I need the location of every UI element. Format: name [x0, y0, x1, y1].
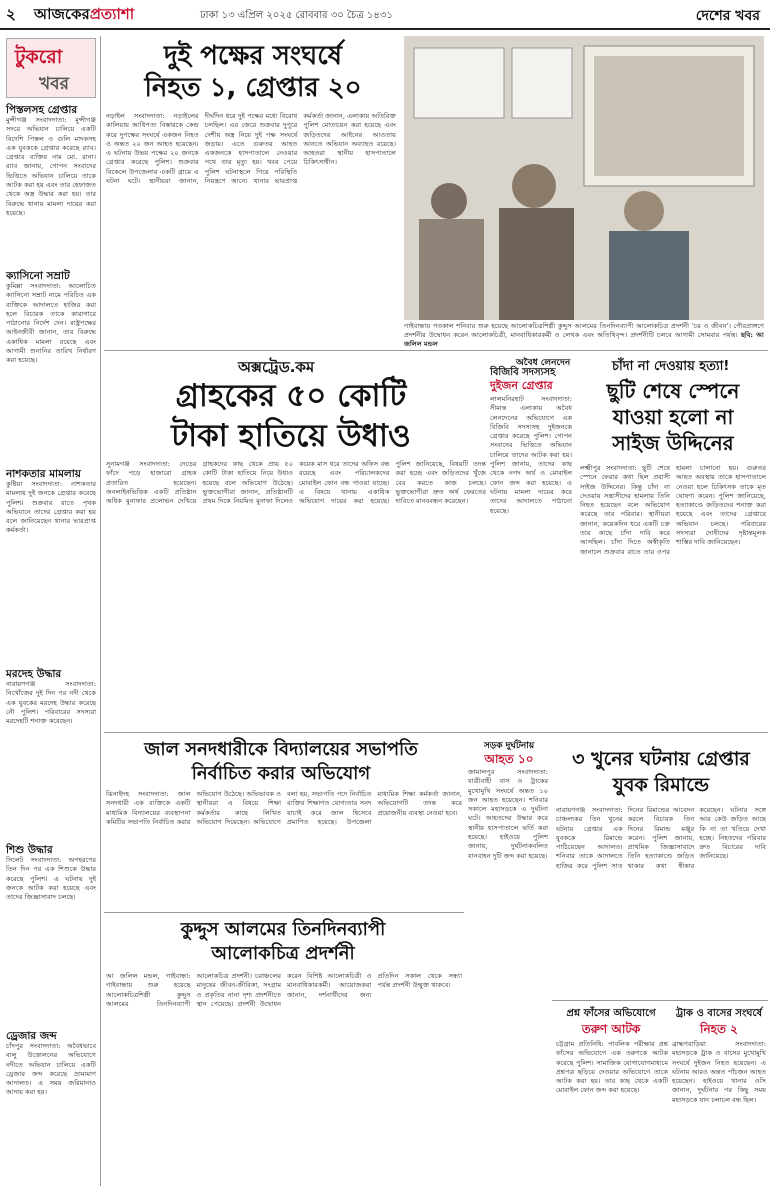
brief-4: মরদেহ উদ্ধার নারায়ণগঞ্জ সংবাদদাতা: নিখোঁজের দুই দিন পর নদী থেকে এক যুবকের মরদেহ উদ্ধার করেছে নৌ পুলিশ। পরিবারের সদস্যরা মরদেহটি শনাক্ত করেছেন। [6, 668, 96, 726]
story-spain-kicker: চাঁদা না দেওয়ায় হত্যা! [612, 359, 730, 374]
page-number: ২ [6, 5, 16, 23]
story-road-body: জামালপুর সংবাদদাতা: যাত্রীবাহী বাস ও ট্রাকের মুখোমুখি সংঘর্ষে অন্তত ১০ জন আহত হয়েছেন। শনিবার সকালে মহাসড়কে এ দুর্ঘটনা ঘটে। আহতদের উদ্ধার করে স্থানীয় হাসপাতালে ভর্তি করা হয়েছে। হাইওয়ে পুলিশ জানায়, দুর্ঘটনাকবলিত যানবাহন দুটি জব্দ করা হয়েছে। [468, 768, 548, 860]
story-bgb-body: লালমনিরহাট সংবাদদাতা: সীমান্ত এলাকায় অবৈধ লেনদেনের অভিযোগে এক বিজিবি সদস্যসহ দুইজনকে গ্রেপ্তার করেছে পুলিশ। গোপন সংবাদের ভিত্তিতে অভিযান চালিয়ে তাদের আটক করা হয়। পুলিশ জানায়, তাদের কাছ থেকে নগদ অর্থ ও মোবাইল ফোন জব্দ করা হয়েছে। এ ঘটনায় মামলা দায়ের করে তাদের আদালতে পাঠানো হয়েছে। [490, 395, 572, 515]
section-title: দেশের খবর [695, 8, 760, 24]
story-50crore-headline: গ্রাহকের ৫০ কোটি টাকা হাতিয়ে উধাও [171, 378, 411, 454]
story-school-headline: জাল সনদধারীকে বিদ্যালয়ের সভাপতি নির্বাচিত করার অভিযোগ [144, 739, 418, 784]
story-bgb-kicker: অবৈধ লেনদেন [516, 358, 571, 368]
story-50crore-kicker: অক্সট্রেড.কম [238, 358, 315, 376]
lead-headline: দুই পক্ষের সংঘর্ষে নিহত ১, গ্রেপ্তার ২০ [144, 41, 362, 103]
brief-5: শিশু উদ্ধার সিলেট সংবাদদাতা: অপহরণের তিন দিন পর এক শিশুকে উদ্ধার করেছে পুলিশ। এ ঘটনায় দুই জনকে আটক করা হয়েছে এবং তাদের জিজ্ঞাসাবাদ চলছে। [6, 844, 96, 902]
story-paper-leak-body: চট্টগ্রাম প্রতিনিধি: পাবলিক পরীক্ষার প্রশ্ন ফাঁসের অভিযোগে এক তরুণকে আটক করেছে পুলিশ। সামাজিক যোগাযোগমাধ্যমে প্রশ্নপত্র ছড়িয়ে দেওয়ার অভিযোগে তাকে আটক করা হয়। তার কাছ থেকে একটি মোবাইল ফোন জব্দ করা হয়েছে। [556, 1040, 668, 1095]
story-paper-leak-headline: প্রশ্ন ফাঁসের অভিযোগে তরুণ আটক [566, 1008, 656, 1036]
story-bgb-headline: বিজিবি সদস্যসহ দুইজন গ্রেপ্তার [490, 367, 556, 392]
lead-body: নড়াইল সংবাদদাতা: নড়াইলের কালিয়ায় আধিপত্য বিস্তারকে কেন্দ্র করে দুপক্ষের সংঘর্ষে একজন নিহত ও অন্তত ২০ জন আহত হয়েছেন। এ ঘটনায় উভয় পক্ষের ২০ জনকে গ্রেপ্তার করেছে পুলিশ। শুক্রবার বিকেলে উপজেলার একটি গ্রামে এ ঘটনা ঘটে। স্থানীয়রা জানান, দীর্ঘদিন ধরে দুই পক্ষের মধ্যে বিরোধ চলছিল। এর জেরে শুক্রবার দুপুরে দেশীয় অস্ত্র নিয়ে দুই পক্ষ সংঘর্ষে জড়ায়। এতে গুরুতর আহত একজনকে হাসপাতালে নেওয়ার পথে তার মৃত্যু হয়। খবর পেয়ে পুলিশ ঘটনাস্থলে গিয়ে পরিস্থিতি নিয়ন্ত্রণে আনে। থানার ভারপ্রাপ্ত কর্মকর্তা জানান, এলাকায় অতিরিক্ত পুলিশ মোতায়েন করা হয়েছে এবং জড়িতদের আইনের আওতায় আনতে অভিযান অব্যাহত রয়েছে। আহতরা স্থানীয় হাসপাতালে চিকিৎসাধীন। [106, 112, 396, 186]
masthead [0, 0, 770, 30]
story-three-body: নারায়ণগঞ্জ সংবাদদাতা: চাঞ্চল্যকর তিন খুনের ঘটনায় গ্রেপ্তার এক যুবককে রিমান্ডে পাঠিয়েছেন আদালত। শনিবার তাকে আদালতে হাজির করে পুলিশ সাত দিনের রিমান্ডের আবেদন করলে বিচারক তিন দিনের রিমান্ড মঞ্জুর করেন। পুলিশ জানায়, প্রাথমিক জিজ্ঞাসাবাদে তিনি হত্যাকাণ্ডে জড়িত থাকার কথা স্বীকার করেছেন। ঘটনার সঙ্গে আর কেউ জড়িত আছে কি না তা খতিয়ে দেখা হচ্ছে। নিহতদের পরিবার দ্রুত বিচারের দাবি জানিয়েছে। [556, 806, 766, 870]
story-school-body: ঝিনাইদহ সংবাদদাতা: জাল সনদধারী এক ব্যক্তিকে একটি মাধ্যমিক বিদ্যালয়ের ব্যবস্থাপনা কমিটির সভাপতি নির্বাচিত করার অভিযোগ উঠেছে। অভিভাবক ও স্থানীয়রা এ বিষয়ে শিক্ষা কর্মকর্তার কাছে লিখিত অভিযোগ দিয়েছেন। অভিযোগে বলা হয়, সভাপতি পদে নির্বাচিত ব্যক্তির শিক্ষাগত যোগ্যতার সনদ যাচাই করে জাল হিসেবে প্রমাণিত হয়েছে। উপজেলা মাধ্যমিক শিক্ষা কর্মকর্তা জানান, অভিযোগটি তদন্ত করে প্রয়োজনীয় ব্যবস্থা নেওয়া হবে। [106, 790, 462, 826]
story-three-headline: ৩ খুনের ঘটনায় গ্রেপ্তার যুবক রিমান্ডে [572, 748, 750, 796]
brief-1: পিস্তলসহ গ্রেপ্তার মুন্সীগঞ্জ সংবাদদাতা: মুন্সীগঞ্জ সদরে অভিযান চালিয়ে একটি বিদেশি পিস্তল ও গুলি মাদকসহ এক যুবককে গ্রেপ্তার করেছে র‌্যাব। গ্রেপ্তার ব্যক্তির নাম মো. রানা। র‌্যাব জানায়, গোপন সংবাদের ভিত্তিতে অভিযান চালিয়ে তাকে আটক করা হয় এবং তার হেফাজত থেকে অস্ত্র উদ্ধার করা হয়। তার বিরুদ্ধে থানায় মামলা দায়ের করা হয়েছে। [6, 104, 96, 217]
story-spain-body: লক্ষ্মীপুর সংবাদদাতা: ছুটি শেষে স্পেনে ফেরার কথা ছিল প্রবাসী সাইজ উদ্দিনের। কিন্তু চাঁদা না দেওয়ায় সন্ত্রাসীদের হামলায় তিনি নিহত হয়েছেন বলে অভিযোগ করেছে তার পরিবার। স্থানীয়রা জানান, কয়েকদিন ধরে একটি চক্র তার কাছে চাঁদা দাবি করে আসছিল। চাঁদা দিতে অস্বীকৃতি জানালে শুক্রবার রাতে তার ওপর হামলা চালানো হয়। গুরুতর আহত অবস্থায় তাকে হাসপাতালে নেওয়া হলে চিকিৎসক তাকে মৃত ঘোষণা করেন। পুলিশ জানিয়েছে, হত্যাকাণ্ডে জড়িতদের শনাক্ত করা হয়েছে এবং তাদের গ্রেপ্তারে অভিযান চলছে। পরিবারের সদস্যরা দোষীদের দৃষ্টান্তমূলক শাস্তির দাবি জানিয়েছেন। [580, 464, 766, 556]
dateline: ঢাকা ১৩ এপ্রিল ২০২৫ রোববার ৩০ চৈত্র ১৪৩১ [200, 10, 393, 21]
newspaper-name: আজকেরপ্রত্যাশা [34, 5, 135, 23]
photo-caption: গাইবান্ধায় গতকাল শনিবার শুরু হয়েছে আলোকচিত্রশিল্পী কুদ্দুস আলমের তিনদিনব্যাপী আলোকচিত্র প্রদর্শনী ‘চর ও জীবন’। গৌরপ্রাঙ্গণে প্রদর্শনীর উদ্বোধন করেন আলোকচিত্রী, মানবাধিকারকর্মী ও লেখক এবং অতিথিবৃন্দ। প্রদর্শনীটি চলবে আগামী সোমবার পর্যন্ত। ছবি: আ জলিল মন্ডল [404, 322, 764, 348]
story-exhibition-body: আ জলিল মন্ডল, গাইবান্ধা: গাইবান্ধায় শুরু হয়েছে আলোকচিত্রশিল্পী কুদ্দুস আলমের তিনদিনব্যাপী আলোকচিত্র প্রদর্শনী। চরাঞ্চলের মানুষের জীবন-জীবিকা, সংগ্রাম ও প্রকৃতির নানা দৃশ্য প্রদর্শনীতে স্থান পেয়েছে। প্রদর্শনী উদ্বোধন করেন বিশিষ্ট আলোকচিত্রী ও মানবাধিকারকর্মী। আয়োজকরা জানান, দর্শনার্থীদের জন্য প্রতিদিন সকাল থেকে সন্ধ্যা পর্যন্ত প্রদর্শনী উন্মুক্ত থাকবে। [106, 972, 462, 1008]
story-exhibition-headline: কুদ্দুস আলমের তিনদিনব্যাপী আলোকচিত্র প্রদর্শনী [180, 919, 386, 964]
briefs-logo: টুকরো খবর [6, 38, 96, 98]
story-truck-headline: ট্রাক ও বাসের সংঘর্ষে নিহত ২ [675, 1008, 762, 1036]
brief-3: নাশকতার মামলায় কুষ্টিয়া সংবাদদাতা: নাশকতার মামলায় দুই জনকে গ্রেপ্তার করেছে পুলিশ। শুক্রবার রাতে পৃথক অভিযানে তাদের গ্রেপ্তার করা হয় বলে জানিয়েছেন থানার ভারপ্রাপ্ত কর্মকর্তা। [6, 468, 96, 535]
photo-illustration [404, 36, 764, 320]
story-road-headline: সড়ক দুর্ঘটনায় আহত ১০ [483, 741, 535, 766]
brief-2: ক্যাসিনো সম্রাট কুমিল্লা সংবাদদাতা: আলোচিত ক্যাসিনো সম্রাট নামে পরিচিত এক ব্যক্তিকে আদালতে হাজির করা হলে বিচারক তাকে কারাগারে পাঠানোর নির্দেশ দেন। রাষ্ট্রপক্ষের আইনজীবী জানান, তার বিরুদ্ধে একাধিক মামলা রয়েছে এবং আগামী শুনানির তারিখ নির্ধারণ করা হয়েছে। [6, 270, 96, 365]
brief-6: ড্রেজার জব্দ চাঁদপুর সংবাদদাতা: অবৈধভাবে বালু উত্তোলনের অভিযোগে নদীতে অভিযান চালিয়ে একটি ড্রেজার জব্দ করেছে ভ্রাম্যমাণ আদালত। এ সময় জরিমানাও আদায় করা হয়। [6, 1030, 96, 1097]
story-truck-body: ব্রাহ্মণবাড়িয়া সংবাদদাতা: মহাসড়কে ট্রাক ও বাসের মুখোমুখি সংঘর্ষে দুইজন নিহত হয়েছেন। এ ঘটনায় আরও অন্তত পাঁচজন আহত হয়েছেন। হাইওয়ে থানার ওসি জানান, দুর্ঘটনার পর কিছু সময় মহাসড়কে যান চলাচল বন্ধ ছিল। [672, 1040, 766, 1104]
story-spain-headline: ছুটি শেষে স্পেনে যাওয়া হলো না সাইজ উদ্দিনের [606, 379, 740, 455]
story-50crore-body: সুনামগঞ্জ সংবাদদাতা: দেড়ের ফাঁদে পড়ে হাজারো গ্রাহক প্রতারিত হয়েছেন। অনলাইনভিত্তিক একটি প্রতিষ্ঠান অধিক মুনাফার প্রলোভন দেখিয়ে গ্রাহকদের কাছ থেকে প্রায় ৫০ কোটি টাকা হাতিয়ে নিয়ে উধাও হয়েছে বলে অভিযোগ উঠেছে। ভুক্তভোগীরা জানান, প্রতিষ্ঠানটি প্রথম দিকে নিয়মিত মুনাফা দিলেও কয়েক মাস ধরে তাদের অফিস বন্ধ রয়েছে এবং পরিচালকদের মোবাইল ফোন বন্ধ পাওয়া যাচ্ছে। এ বিষয়ে থানায় একাধিক অভিযোগ দায়ের করা হয়েছে। পুলিশ জানিয়েছে, বিষয়টি তদন্ত করা হচ্ছে এবং জড়িতদের খুঁজে বের করতে কাজ চলছে। ভুক্তভোগীরা দ্রুত অর্থ ফেরতের দাবিতে মানববন্ধন করেছেন। [106, 460, 486, 506]
exhibition-photo [404, 36, 764, 320]
